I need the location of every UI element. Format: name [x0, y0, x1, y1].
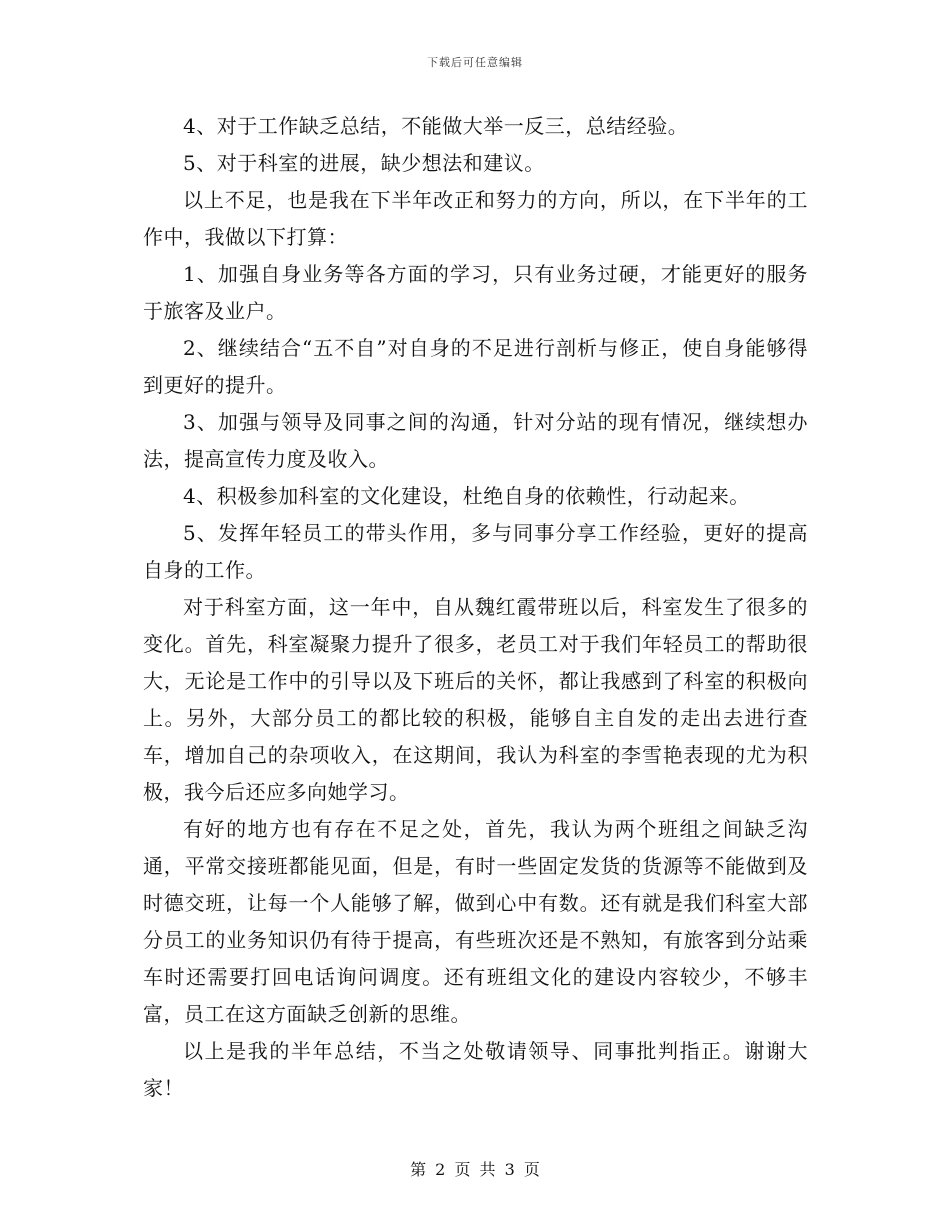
paragraph: 4、对于工作缺乏总结，不能做大举一反三，总结经验。: [183, 114, 689, 138]
paragraph: 5、发挥年轻员工的带头作用，多与同事分享工作经验，更好的提高自身的工作。: [143, 521, 808, 582]
paragraph: 以上是我的半年总结，不当之处敬请领导、同事批判指正。谢谢大家！: [143, 1039, 808, 1100]
paragraph: 2、继续结合“五不自”对自身的不足进行剖析与修正，使自身能够得到更好的提升。: [143, 336, 808, 397]
paragraph: 1、加强自身业务等各方面的学习，只有业务过硬，才能更好的服务于旅客及业户。: [143, 262, 808, 323]
paragraph: 对于科室方面，这一年中，自从魏红霞带班以后，科室发生了很多的变化。首先，科室凝聚力提升了很多，老员工对于我们年轻员工的帮助很大，无论是工作中的引导以及下班后的关怀，都让我感到了科室的积极向上。另外，大部分员工的都比较的积极，能够自主自发的走出去进行查车，增加自己的杂项收入，在这期间，我认为科室的李雪艳表现的尤为积极，我今后还应多向她学习。: [143, 595, 808, 804]
paragraph: 以上不足，也是我在下半年改正和努力的方向，所以，在下半年的工作中，我做以下打算：: [143, 188, 808, 249]
page-header: 下载后可任意编辑: [427, 56, 523, 69]
paragraph: 3、加强与领导及同事之间的沟通，针对分站的现有情况，继续想办法，提高宣传力度及收入。: [143, 410, 808, 471]
paragraph: 4、积极参加科室的文化建设，杜绝自身的依赖性，行动起来。: [183, 484, 750, 508]
page-footer: 第 2 页 共 3 页: [410, 1160, 540, 1179]
paragraph: 有好的地方也有存在不足之处，首先，我认为两个班组之间缺乏沟通，平常交接班都能见面，但是，有时一些固定发货的货源等不能做到及时德交班，让每一个人能够了解，做到心中有数。还有就是我们科室大部分员工的业务知识仍有待于提高，有些班次还是不熟知，有旅客到分站乘车时还需要打回电话询问调度。还有班组文化的建设内容较少，不够丰富，员工在这方面缺乏创新的思维。: [143, 817, 808, 1026]
document-body: [143, 108, 808, 1107]
paragraph: 5、对于科室的进展，缺少想法和建议。: [183, 151, 545, 175]
